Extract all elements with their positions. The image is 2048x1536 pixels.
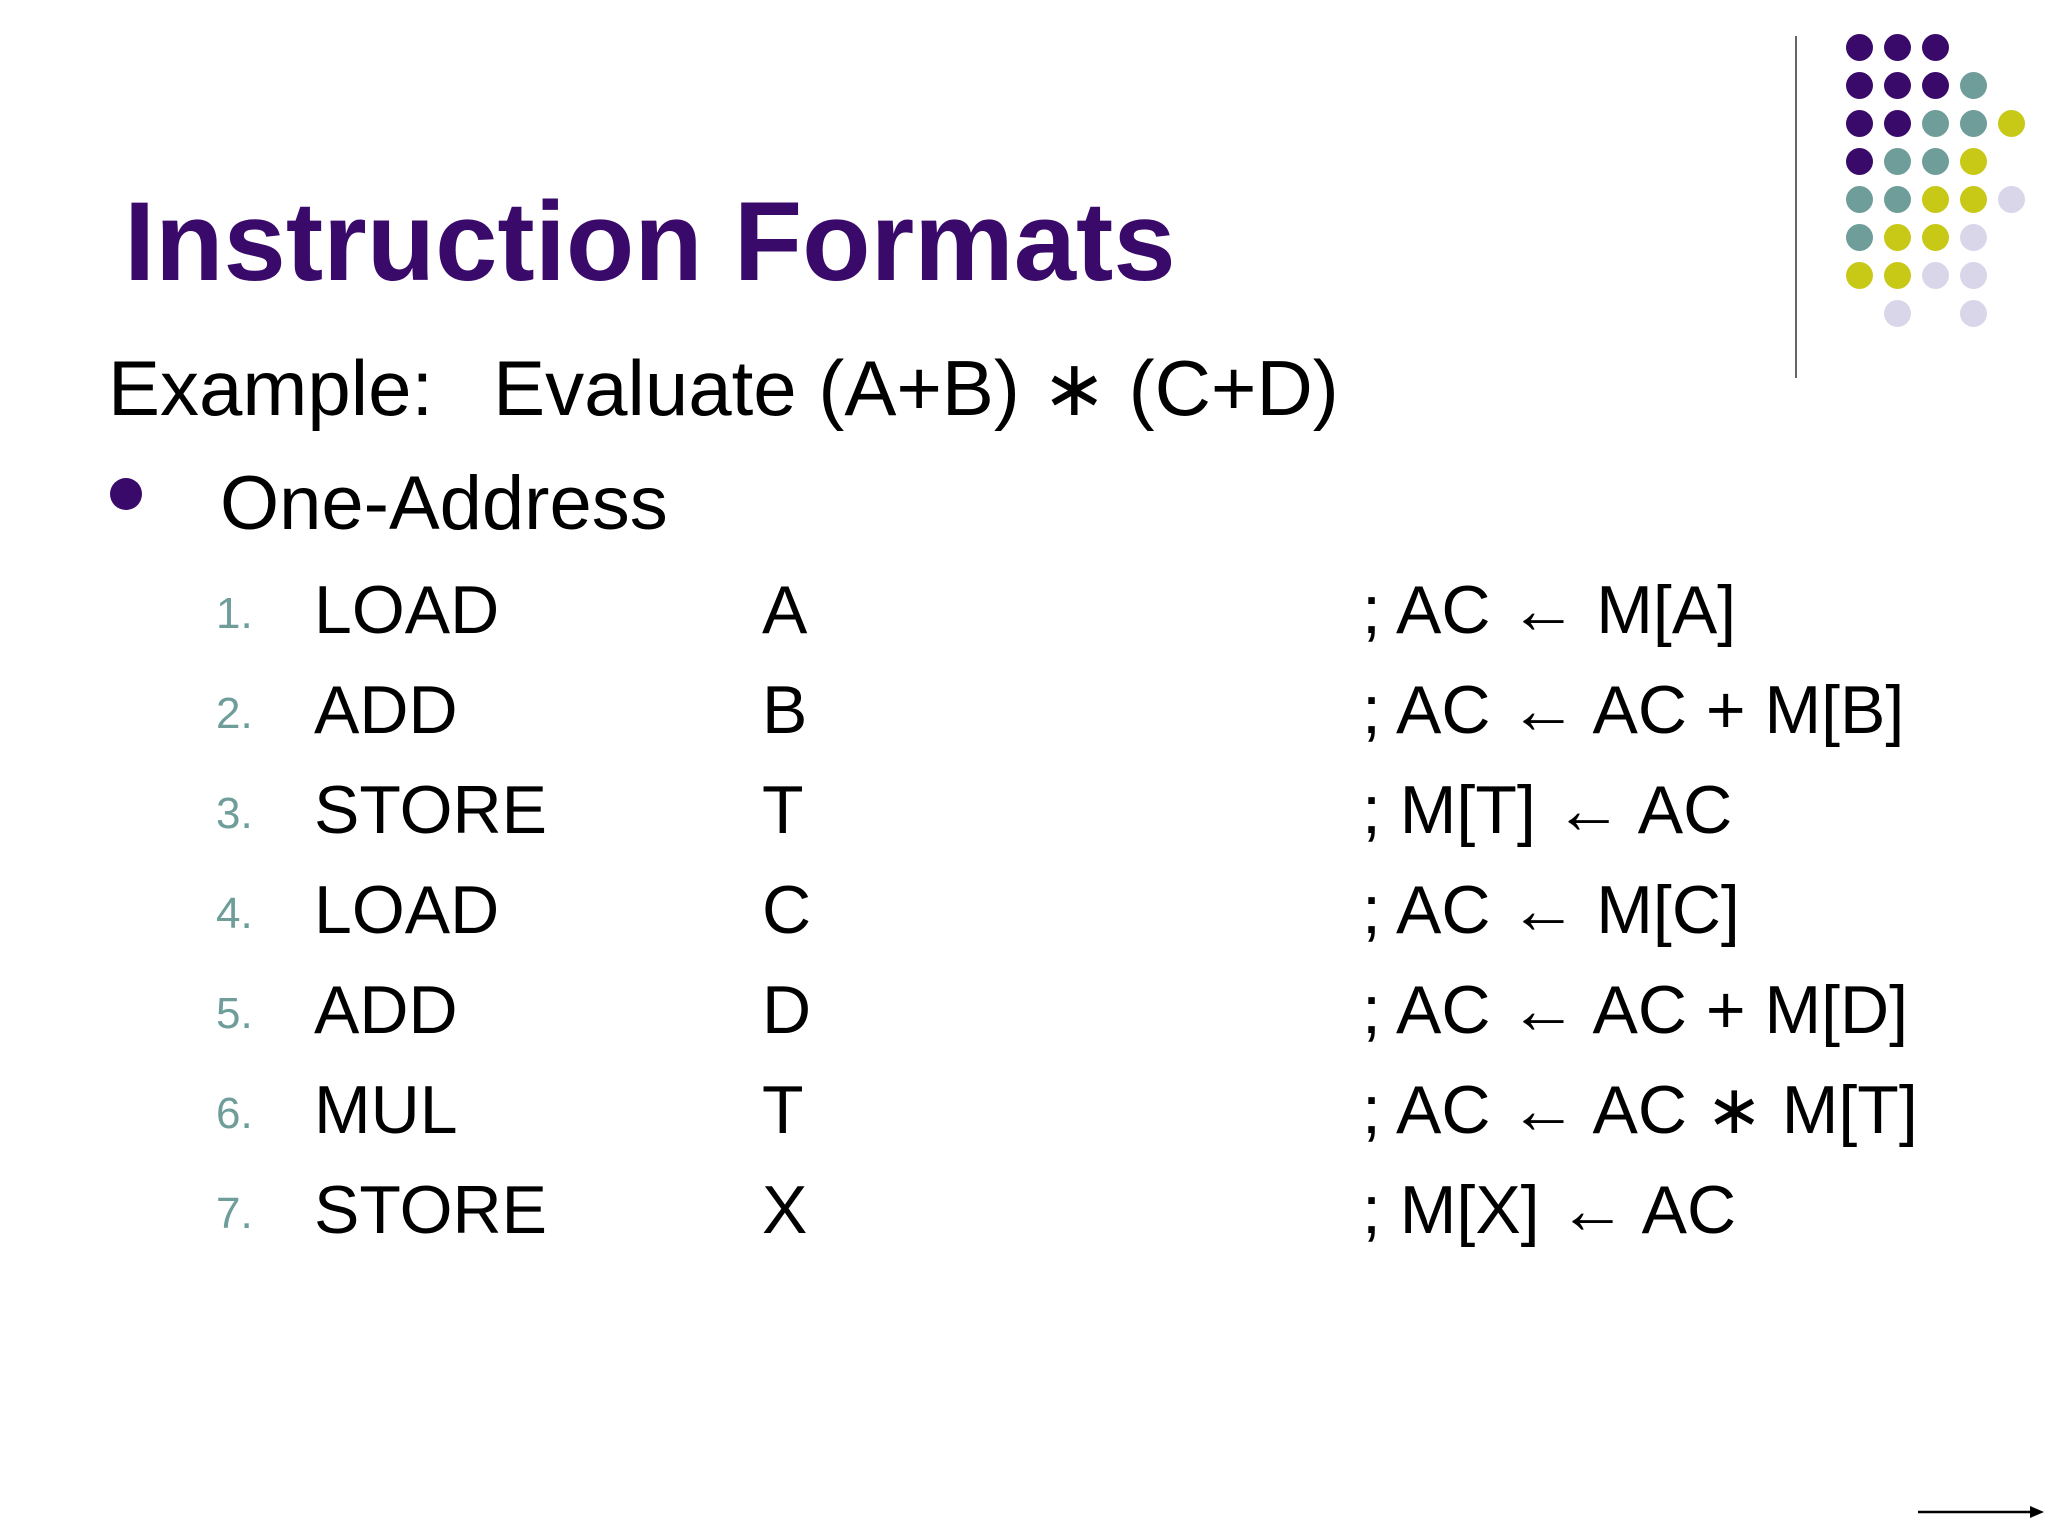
decor-dot bbox=[1960, 300, 1987, 327]
instruction-number: 5. bbox=[216, 989, 253, 1038]
instruction-opcode: ADD bbox=[314, 672, 458, 748]
decor-dot bbox=[1922, 34, 1949, 61]
decor-dot bbox=[1960, 148, 1987, 175]
decor-dot bbox=[1884, 300, 1911, 327]
instruction-comment: ; AC ← M[C] bbox=[1362, 872, 1740, 948]
instruction-number: 2. bbox=[216, 689, 253, 738]
instruction-operand: B bbox=[762, 672, 808, 748]
decor-dot bbox=[1960, 72, 1987, 99]
decor-dot bbox=[1922, 148, 1949, 175]
instruction-comment: ; AC ← M[A] bbox=[1362, 572, 1737, 648]
decor-dot bbox=[1884, 186, 1911, 213]
instruction-comment: ; M[T] ← AC bbox=[1362, 772, 1733, 848]
decor-dot bbox=[1960, 262, 1987, 289]
instruction-opcode: STORE bbox=[314, 1172, 548, 1248]
instruction-number: 3. bbox=[216, 789, 253, 838]
instruction-opcode: STORE bbox=[314, 772, 548, 848]
instruction-number: 6. bbox=[216, 1089, 253, 1138]
instruction-opcode: LOAD bbox=[314, 872, 500, 948]
instruction-comment: ; AC ← AC + M[B] bbox=[1362, 672, 1905, 748]
decor-dot bbox=[1922, 110, 1949, 137]
slide-title: Instruction Formats bbox=[124, 179, 1176, 304]
instruction-operand: A bbox=[762, 572, 808, 648]
decor-dot bbox=[1884, 148, 1911, 175]
example-expression: Evaluate (A+B) ∗ (C+D) bbox=[493, 344, 1339, 432]
decor-dot bbox=[1846, 186, 1873, 213]
decor-dot bbox=[1846, 72, 1873, 99]
instruction-number: 7. bbox=[216, 1189, 253, 1238]
instruction-opcode: MUL bbox=[314, 1072, 458, 1148]
decor-dot bbox=[1922, 262, 1949, 289]
decor-dot bbox=[1846, 148, 1873, 175]
bullet-icon bbox=[110, 478, 142, 510]
example-label: Example: bbox=[108, 344, 434, 432]
bullet-heading: One-Address bbox=[220, 461, 668, 546]
vertical-divider bbox=[1795, 36, 1797, 378]
example-line bbox=[108, 344, 1339, 432]
decor-dot bbox=[1960, 224, 1987, 251]
decor-dot bbox=[1922, 224, 1949, 251]
instruction-operand: C bbox=[762, 872, 812, 948]
decor-dot bbox=[1960, 110, 1987, 137]
decor-dot bbox=[1884, 110, 1911, 137]
decor-dot bbox=[1846, 262, 1873, 289]
instruction-comment: ; AC ← AC ∗ M[T] bbox=[1362, 1072, 1918, 1148]
decor-dot bbox=[1884, 72, 1911, 99]
decor-dot bbox=[1846, 224, 1873, 251]
instruction-operand: T bbox=[762, 772, 804, 848]
decor-dot bbox=[1998, 186, 2025, 213]
instruction-operand: D bbox=[762, 972, 812, 1048]
instruction-number: 4. bbox=[216, 889, 253, 938]
decor-dot bbox=[1846, 110, 1873, 137]
decor-dot bbox=[1922, 186, 1949, 213]
decor-dot bbox=[1884, 262, 1911, 289]
instruction-operand: X bbox=[762, 1172, 808, 1248]
instruction-opcode: LOAD bbox=[314, 572, 500, 648]
right-arrow-icon[interactable] bbox=[1918, 1500, 2044, 1524]
instruction-opcode: ADD bbox=[314, 972, 458, 1048]
decor-dot bbox=[1960, 186, 1987, 213]
instruction-comment: ; M[X] ← AC bbox=[1362, 1172, 1737, 1248]
instruction-number: 1. bbox=[216, 589, 253, 638]
decor-dot bbox=[1884, 34, 1911, 61]
decor-dot bbox=[1884, 224, 1911, 251]
instruction-comment: ; AC ← AC + M[D] bbox=[1362, 972, 1909, 1048]
decor-dot bbox=[1922, 72, 1949, 99]
decor-dot bbox=[1846, 34, 1873, 61]
decor-dot bbox=[1998, 110, 2025, 137]
instruction-operand: T bbox=[762, 1072, 804, 1148]
